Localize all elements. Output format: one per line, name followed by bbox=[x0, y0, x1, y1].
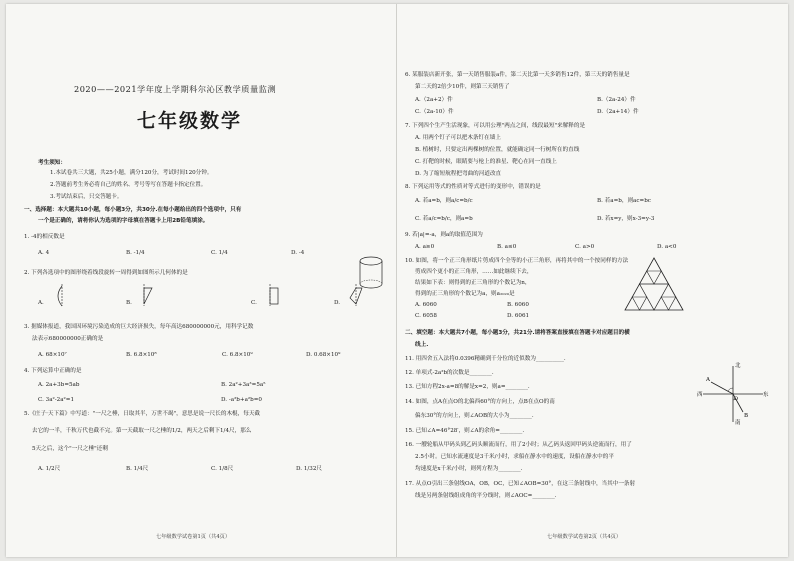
q3-option-d: D. 0.68×10⁹ bbox=[306, 352, 341, 358]
compass-west-label: 西 bbox=[697, 392, 703, 398]
q2-shape-d bbox=[346, 284, 364, 308]
q15-text: 15. 已知∠A=46°28′，则∠A的余角=________. bbox=[405, 428, 525, 434]
point-o-label: O bbox=[734, 396, 739, 402]
q11-text: 11. 用四舍五入法将0.0396精确到千分位的近似数为__________. bbox=[405, 356, 566, 362]
q7-stem: 7. 下列四个生产生活现象，可以用公理"两点之间，线段最短"来解释的是 bbox=[405, 123, 586, 129]
q5-stem-cont: 去它的一半，千秋万代也截不完。第一天截取一尺之棰的1/2，两天之后剩下1/4尺，那么 bbox=[32, 428, 252, 434]
q9-option-a: A. a≥0 bbox=[415, 244, 435, 250]
q17-text-cont: 线是另两条射线组成角的平分线时，则∠AOC=________. bbox=[415, 493, 557, 499]
q8-option-a: A. 若a=b，则a/c=b/c bbox=[415, 198, 473, 204]
q2-shape-a bbox=[52, 284, 68, 308]
q9-stem: 9. 若|a|=-a，则a的取值范围为 bbox=[405, 232, 483, 238]
note-3: 3.考试结束后，只交答题卡。 bbox=[50, 194, 123, 200]
q14-text: 14. 如图，点A在点O的北偏西60°的方向上，点B在点O的南 bbox=[405, 399, 555, 405]
q3-option-c: C. 6.8×10⁹ bbox=[222, 352, 253, 358]
q6-stem-cont: 第二天的2倍少10件，则第三天销售了 bbox=[415, 84, 510, 90]
section2-title-cont: 线上. bbox=[415, 342, 429, 348]
q2-option-c: C. bbox=[251, 300, 257, 306]
notes-title: 考生须知： bbox=[38, 160, 66, 166]
q3-stem: 3. 据媒体报道，我国因环境污染造成的巨大经济损失，每年高达680000000元，用科学记数 bbox=[24, 324, 254, 330]
q2-stem: 2. 下列各选项中的图形绕着线段旋转一周得到如图所示几何体的是 bbox=[24, 270, 188, 276]
section1-title-cont: 一个是正确的，请将你认为选项的字母填在答题卡上用2B铅笔填涂。 bbox=[38, 218, 209, 224]
q7-option-c: C. 打靶的时候，眼睛要与枪上的准星、靶心在同一直线上 bbox=[415, 159, 557, 165]
q7-option-b: B. 植树时，只要定出两棵树的位置，就能确定同一行树所在的直线 bbox=[415, 147, 580, 153]
q6-option-a: A.（2a+2）件 bbox=[415, 97, 453, 103]
q17-text: 17. 从点O引出三条射线OA，OB，OC，已知∠AOB=30°，在这三条射线中，当其中一条射 bbox=[405, 481, 636, 487]
exam-sheet bbox=[6, 4, 788, 557]
q10-option-c: C. 6058 bbox=[415, 313, 437, 319]
q4-stem: 4. 下列运算中正确的是 bbox=[24, 368, 82, 374]
q9-option-c: C. a>0 bbox=[575, 244, 595, 250]
q5-option-b: B. 1/4尺 bbox=[126, 466, 149, 472]
q13-text: 13. 已知方程2x-a=8的解是x=2，则a=________. bbox=[405, 384, 530, 390]
q6-option-d: D.（2a+14）件 bbox=[597, 109, 639, 115]
q2-option-b: B. bbox=[126, 300, 132, 306]
q6-stem: 6. 某服装店新开张，第一天销售服装a件，第二天比第一天多销售12件，第三天的销售量是 bbox=[405, 72, 630, 78]
q4-option-a: A. 2a+3b=5ab bbox=[38, 382, 80, 388]
q5-stem-end: 5天之后，这个"一尺之棰"还剩 bbox=[32, 446, 108, 452]
q10-stem: 10. 如图，将一个正三角形纸片剪成四个全等的小正三角形，再将其中的一个按同样的方法 bbox=[405, 258, 629, 264]
right-page bbox=[397, 4, 788, 557]
q7-option-d: D. 为了缩短航程把弯曲的河道改直 bbox=[415, 171, 502, 177]
q5-option-c: C. 1/8尺 bbox=[211, 466, 234, 472]
section2-title: 二、填空题：本大题共7小题，每小题3分，共21分.请将答案直接填在答题卡对应题目的横 bbox=[405, 330, 630, 336]
q7-option-a: A. 用两个钉子可以把木条钉在墙上 bbox=[415, 135, 501, 141]
q9-option-d: D. a<0 bbox=[657, 244, 677, 250]
q1-option-b: B. -1/4 bbox=[126, 250, 145, 256]
q10-option-d: D. 6061 bbox=[507, 313, 530, 319]
q8-option-b: B. 若a=b，则ac=bc bbox=[597, 198, 651, 204]
exam-header: 2020——2021学年度上学期科尔沁区教学质量监测 bbox=[74, 84, 277, 94]
q10-stem-4: 得到的正三角形的个数记为a，则a₂₀₂₀是 bbox=[415, 291, 515, 297]
q3-option-a: A. 68×10⁷ bbox=[38, 352, 67, 358]
compass-east-label: 东 bbox=[763, 392, 769, 398]
point-b-label: B bbox=[744, 413, 749, 419]
q4-option-d: D. -a²b+a²b=0 bbox=[221, 397, 262, 403]
compass-north-label: 北 bbox=[735, 363, 741, 369]
q14-text-cont: 偏东30°的方向上，则∠AOB的大小为________. bbox=[415, 413, 534, 419]
q16-text-2: 2.5小时。已知水流速度是3千米/小时，求船在静水中的速度，设船在静水中的平 bbox=[415, 454, 614, 460]
q2-shape-b bbox=[140, 284, 156, 308]
q1-option-d: D. -4 bbox=[291, 250, 305, 256]
q16-text: 16. 一艘轮船从甲码头到乙码头顺流而行，用了2小时；从乙码头返回甲码头逆流而行，用了 bbox=[405, 442, 632, 448]
q10-stem-2: 剪成四个更小的正三角形，……如此继续下去， bbox=[415, 269, 533, 275]
q10-option-b: B. 6060 bbox=[507, 302, 529, 308]
point-a-label: A bbox=[706, 377, 710, 383]
compass-south-label: 南 bbox=[735, 420, 741, 426]
q2-option-a: A. bbox=[38, 300, 44, 306]
page-title: 七年级数学 bbox=[137, 110, 243, 132]
q4-option-c: C. 3a²-2a²=1 bbox=[38, 397, 75, 403]
note-2: 2.答题前考生务必将自己的姓名、考号等写在答题卡指定位置。 bbox=[50, 182, 207, 188]
q8-stem: 8. 下列运用等式的性质对等式进行的变形中，错误的是 bbox=[405, 184, 541, 190]
q2-option-d: D. bbox=[334, 300, 341, 306]
q1-stem: 1. -4的相反数是 bbox=[24, 234, 65, 240]
q16-text-3: 均速度是x千米/小时，则列方程为________. bbox=[415, 466, 523, 472]
q10-stem-3: 结果如下表：则得到的正三角形的个数记为n， bbox=[415, 280, 531, 286]
q3-option-b: B. 6.8×10⁸ bbox=[126, 352, 157, 358]
page-footer-2: 七年级数学试卷第2页（共4页） bbox=[547, 534, 622, 540]
q6-option-b: B.（2a-24）件 bbox=[597, 97, 636, 103]
q3-stem-cont: 法表示680000000正确的是 bbox=[32, 336, 104, 342]
q2-shape-c bbox=[266, 284, 284, 308]
q5-option-a: A. 1/2尺 bbox=[38, 466, 61, 472]
q1-option-a: A. 4 bbox=[38, 250, 50, 256]
q1-option-c: C. 1/4 bbox=[211, 250, 228, 256]
compass-figure bbox=[697, 362, 769, 426]
q5-stem: 5.《庄子·天下篇》中写道："一尺之棰，日取其半，万世不竭"，意思是说一尺长的木棍，每天截 bbox=[24, 411, 261, 417]
note-1: 1.本试卷共三大题，共25小题，满分120分，考试时间120分钟。 bbox=[50, 170, 213, 176]
q5-option-d: D. 1/32尺 bbox=[296, 466, 322, 472]
left-page bbox=[6, 4, 397, 557]
triangle-subdivision-figure bbox=[623, 256, 685, 312]
q8-option-d: D. 若x=y，则x-3=y-3 bbox=[597, 216, 655, 222]
q9-option-b: B. a≤0 bbox=[497, 244, 517, 250]
page-footer-1: 七年级数学试卷第1页（共4页） bbox=[156, 534, 231, 540]
q10-option-a: A. 6060 bbox=[415, 302, 437, 308]
q12-text: 12. 单项式-2a²b的次数是________. bbox=[405, 370, 494, 376]
section1-title: 一、选择题：本大题共10小题，每小题3分，共30分.在每小题给出的四个选项中，只有 bbox=[24, 207, 242, 213]
q8-option-c: C. 若a/c=b/c，则a=b bbox=[415, 216, 473, 222]
q6-option-c: C.（2a-10）件 bbox=[415, 109, 454, 115]
q4-option-b: B. 2a²+3a³=5a⁵ bbox=[221, 382, 266, 388]
